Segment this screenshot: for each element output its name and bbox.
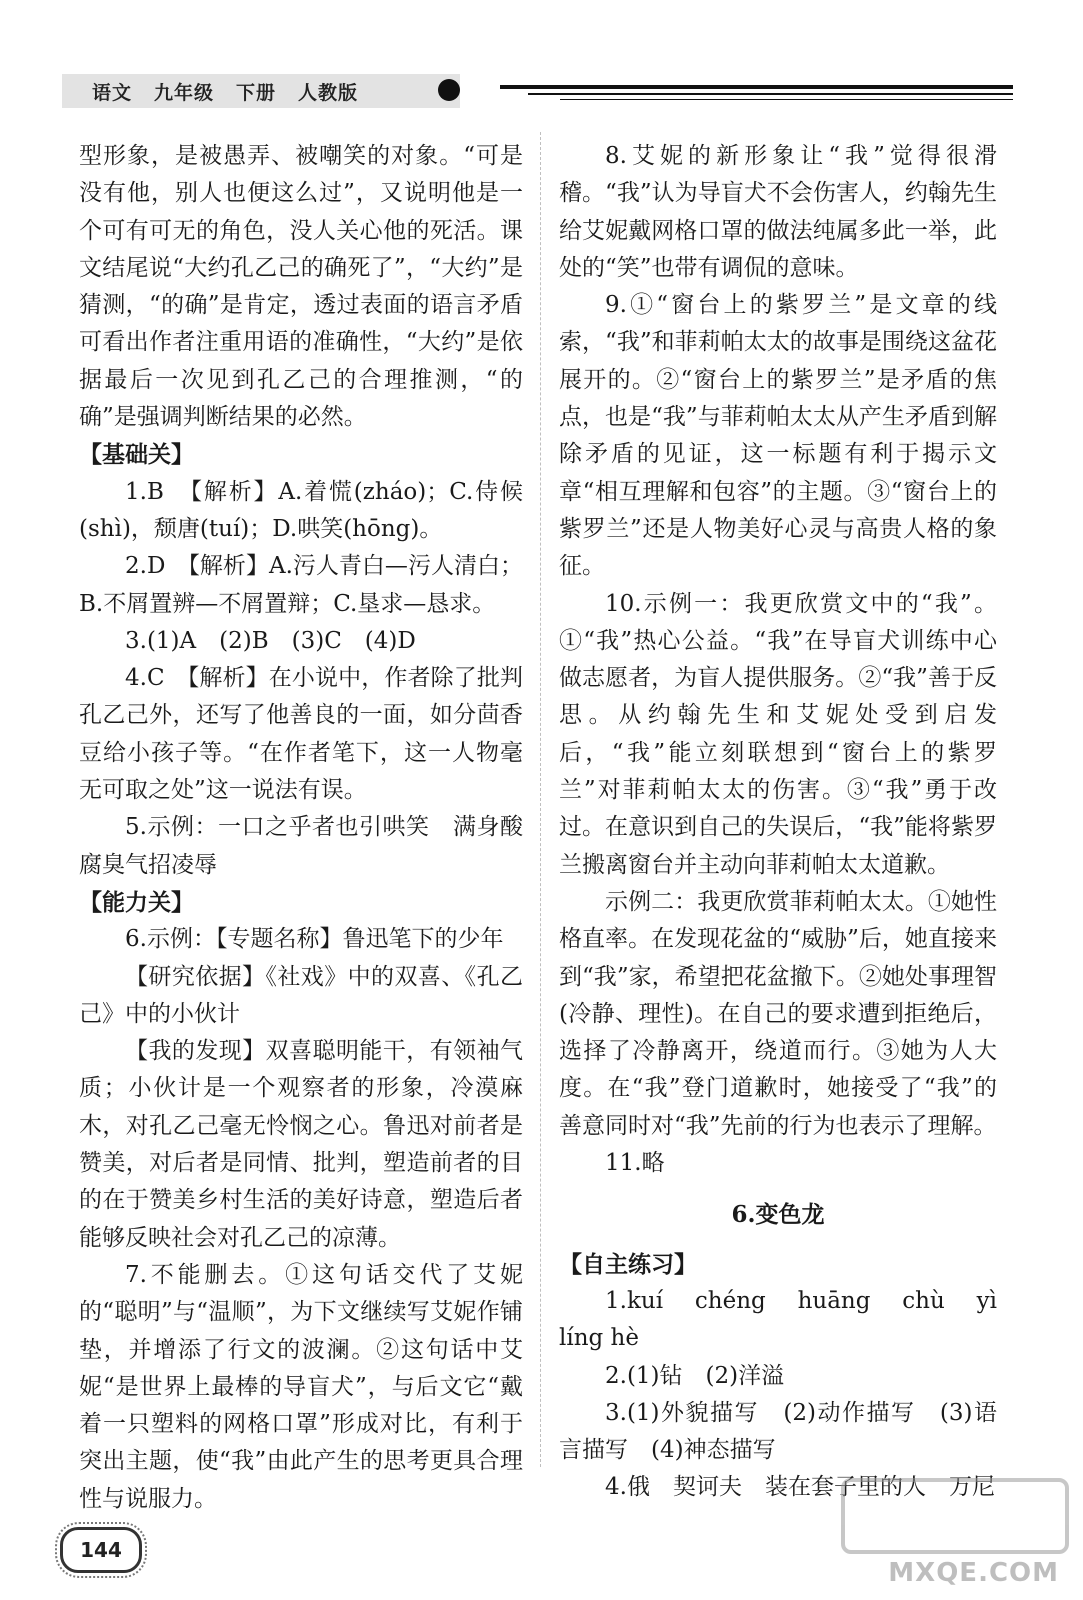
practice-answer-4: 4.俄 契诃夫 装在套子里的人 万尼: [605, 1474, 995, 1501]
watermark-logo: [839, 1478, 1069, 1588]
watermark-url: MXQE.COM: [888, 1558, 1059, 1588]
answer-8: 8.艾妮的新形象让“我”觉得很滑稽。“我”认为导盲犬不会伤害人，约翰先生给艾妮戴网格口罩的做法纯属多此一举，此处的“笑”也带有调侃的意味。: [559, 143, 997, 281]
lesson-title: 6.变色龙: [731, 1201, 825, 1229]
watermark-frame-icon: [841, 1478, 1069, 1554]
header-rule-thick: [500, 85, 1013, 89]
answer-3: 3.(1)A (2)B (3)C (4)D: [125, 627, 416, 654]
answer-1: 1.B 【解析】A.着慌(zháo)；C.侍候(shì)，颓唐(tuí)；D.哄笑(hōng)。: [79, 478, 523, 542]
answer-5: 5.示例：一口之乎者也引哄笑 满身酸腐臭气招凌辱: [79, 814, 523, 878]
answer-10-example-2: 示例二：我更欣赏菲莉帕太太。①她性格直率。在发现花盆的“威胁”后，她直接来到“我”家，希望把花盆撤下。②她处事理智(冷静、理性)。在自己的要求遭到拒绝后，选择了冷静离开，绕道而行。③她为人大度。在“我”登门道歉时，她接受了“我”的善意同时对“我”先前的行为也表示了理解。: [559, 888, 997, 1139]
answer-9: 9.①“窗台上的紫罗兰”是文章的线索，“我”和菲莉帕太太的故事是围绕这盆花展开的。②“窗台上的紫罗兰”是矛盾的焦点，也是“我”与菲莉帕太太从产生矛盾到解除矛盾的见证，这一标题有利于揭示文章“相互理解和包容”的主题。③“窗台上的紫罗兰”还是人物美好心灵与高贵人格的象征。: [559, 292, 997, 580]
section-heading-ability: 【能力关】: [79, 888, 194, 916]
answer-10-example-1: 10.示例一：我更欣赏文中的“我”。①“我”热心公益。“我”在导盲犬训练中心做志愿者，为盲人提供服务。②“我”善于反思。从约翰先生和艾妮处受到启发后，“我”能立刻联想到“窗台上的紫罗兰”对菲莉帕太太的伤害。③“我”勇于改过。在意识到自己的失误后，“我”能将紫罗兰搬离窗台并主动向菲莉帕太太道歉。: [559, 590, 997, 878]
header-rule-thin: [560, 99, 1013, 100]
answer-4: 4.C 【解析】在小说中，作者除了批判孔乙己外，还写了他善良的一面，如分茴香豆给小孩子等。“在作者笔下，这一人物毫无可取之处”这一说法有误。: [79, 665, 523, 804]
practice-answer-2: 2.(1)钻 (2)洋溢: [605, 1362, 785, 1389]
column-divider: [540, 132, 541, 1467]
header-book-info: [92, 78, 380, 105]
header-grade: 九年级: [154, 82, 215, 104]
practice-answer-1: 1.kuí chéng huāng chù yì líng hè: [559, 1287, 1020, 1352]
left-column: [79, 138, 523, 1518]
answer-6-basis: 【研究依据】《社戏》中的双喜、《孔乙己》中的小伙计: [79, 963, 523, 1027]
page-number-badge: 144: [60, 1527, 142, 1573]
answer-6-findings: 【我的发现】双喜聪明能干，有领袖气质；小伙计是一个观察者的形象，冷漠麻木，对孔乙己毫无怜悯之心。鲁迅对前者是赞美，对后者是同情、批判，塑造前者的目的在于赞美乡村生活的美好诗意，塑造后者能够反映社会对孔乙己的凉薄。: [79, 1038, 523, 1251]
answer-6-topic: 6.示例：【专题名称】鲁迅笔下的少年: [125, 926, 504, 953]
header-rule-medium: [528, 93, 1013, 95]
answer-7: 7.不能删去。①这句话交代了艾妮的“聪明”与“温顺”，为下文继续写艾妮作铺垫，并增添了行文的波澜。②这句话中艾妮“是世界上最棒的导盲犬”，与后文它“戴着一只塑料的网格口罩”形成对比，有利于突出主题，使“我”由此产生的思考更具合理性与说服力。: [79, 1261, 523, 1512]
header-dot-ornament: [438, 79, 460, 101]
header-volume: 下册: [236, 82, 277, 104]
section-heading-self-practice: 【自主练习】: [559, 1250, 697, 1278]
practice-answer-3: 3.(1)外貌描写 (2)动作描写 (3)语言描写 (4)神态描写: [559, 1399, 997, 1464]
header-subject: 语文: [92, 82, 133, 104]
answer-2: 2.D 【解析】A.污人青白—污人清白；B.不屑置辨—不屑置辩；C.垦求—恳求。: [79, 553, 523, 617]
page-header: [0, 0, 1083, 120]
answer-11: 11.略: [605, 1150, 665, 1177]
paragraph-continuation: 型形象，是被愚弄、被嘲笑的对象。“可是没有他，别人也便这么过”，又说明他是一个可有可无的角色，没人关心他的死活。课文结尾说“大约孔乙己的确死了”，“大约”是猜测，“的确”是肯定，透过表面的语言矛盾可看出作者注重用语的准确性，“大约”是依据最后一次见到孔乙己的合理推测，“的确”是强调判断结果的必然。: [79, 143, 523, 431]
header-edition: 人教版: [298, 82, 359, 104]
section-heading-basics: 【基础关】: [79, 441, 194, 469]
right-column: [559, 138, 1020, 1507]
